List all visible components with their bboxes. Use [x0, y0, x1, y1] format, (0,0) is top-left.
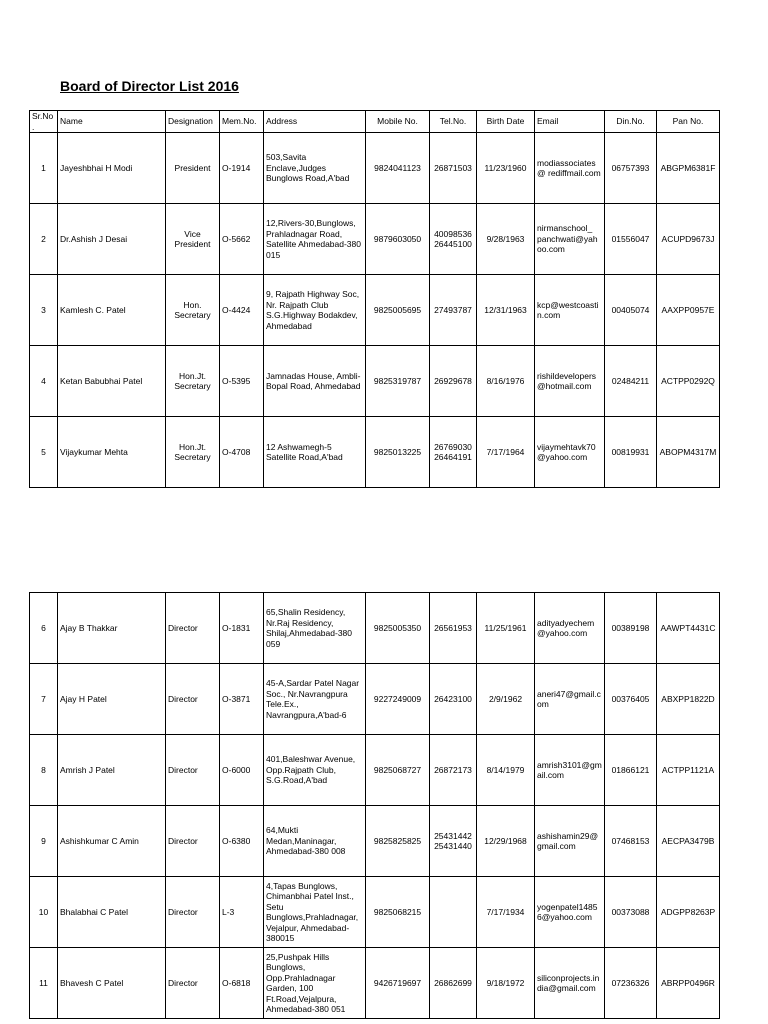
cell-designation: Hon.Jt. Secretary — [166, 346, 220, 417]
cell-mobile: 9825068215 — [366, 877, 430, 948]
cell-tel — [430, 877, 477, 948]
cell-name: Ajay B Thakkar — [58, 593, 166, 664]
cell-din: 00405074 — [605, 275, 657, 346]
cell-pan: ABRPP0496R — [657, 948, 720, 1019]
cell-address: 12 Ashwamegh-5 Satellite Road,A'bad — [264, 417, 366, 488]
cell-mem: O-5395 — [220, 346, 264, 417]
cell-tel: 26862699 — [430, 948, 477, 1019]
cell-address: 25,Pushpak Hills Bunglows, Opp.Prahladnagar Garden, 100 Ft.Road,Vejalpura, Ahmedabad-380 051 — [264, 948, 366, 1019]
cell-email: nirmanschool_ panchwati@yahoo.com — [535, 204, 605, 275]
cell-mobile: 9227249009 — [366, 664, 430, 735]
cell-name: Vijaykumar Mehta — [58, 417, 166, 488]
cell-tel: 26769030 26464191 — [430, 417, 477, 488]
cell-din: 01556047 — [605, 204, 657, 275]
cell-mobile: 9825319787 — [366, 346, 430, 417]
header-pan: Pan No. — [657, 111, 720, 133]
cell-din: 00819931 — [605, 417, 657, 488]
directors-table — [29, 110, 720, 488]
cell-address: 503,Savita Enclave,Judges Bunglows Road,A'bad — [264, 133, 366, 204]
cell-mobile: 9426719697 — [366, 948, 430, 1019]
cell-sr: 4 — [30, 346, 58, 417]
cell-sr: 9 — [30, 806, 58, 877]
cell-sr: 6 — [30, 593, 58, 664]
cell-sr: 8 — [30, 735, 58, 806]
directors-table-continued — [29, 592, 720, 1019]
header-mobile: Mobile No. — [366, 111, 430, 133]
cell-din: 07236326 — [605, 948, 657, 1019]
cell-mem: L-3 — [220, 877, 264, 948]
cell-pan: AAWPT4431C — [657, 593, 720, 664]
cell-name: Kamlesh C. Patel — [58, 275, 166, 346]
cell-email: adityadyechem @yahoo.com — [535, 593, 605, 664]
cell-email: modiassociates @ rediffmail.com — [535, 133, 605, 204]
cell-mobile: 9879603050 — [366, 204, 430, 275]
cell-designation: Director — [166, 735, 220, 806]
cell-name: Dr.Ashish J Desai — [58, 204, 166, 275]
cell-din: 01866121 — [605, 735, 657, 806]
cell-name: Bhalabhai C Patel — [58, 877, 166, 948]
cell-pan: ADGPP8263P — [657, 877, 720, 948]
cell-sr: 5 — [30, 417, 58, 488]
table-row — [30, 275, 720, 346]
cell-pan: ACUPD9673J — [657, 204, 720, 275]
cell-pan: ABOPM4317M — [657, 417, 720, 488]
cell-pan: AECPA3479B — [657, 806, 720, 877]
table-row — [30, 133, 720, 204]
cell-mem: O-6380 — [220, 806, 264, 877]
cell-address: 4,Tapas Bunglows, Chimanbhai Patel Inst., Setu Bunglows,Prahladnagar, Vejalpur, Ahmedabad-380015 — [264, 877, 366, 948]
cell-din: 00376405 — [605, 664, 657, 735]
cell-birth: 12/29/1968 — [477, 806, 535, 877]
cell-name: Amrish J Patel — [58, 735, 166, 806]
cell-tel: 26872173 — [430, 735, 477, 806]
cell-birth: 8/14/1979 — [477, 735, 535, 806]
table-row — [30, 204, 720, 275]
cell-mobile: 9824041123 — [366, 133, 430, 204]
cell-mem: O-3871 — [220, 664, 264, 735]
cell-address: 65,Shalin Residency, Nr.Raj Residency, Shilaj,Ahmedabad-380 059 — [264, 593, 366, 664]
cell-birth: 9/28/1963 — [477, 204, 535, 275]
cell-pan: ABXPP1822D — [657, 664, 720, 735]
cell-din: 00389198 — [605, 593, 657, 664]
cell-din: 02484211 — [605, 346, 657, 417]
cell-name: Ketan Babubhai Patel — [58, 346, 166, 417]
cell-sr: 1 — [30, 133, 58, 204]
cell-birth: 8/16/1976 — [477, 346, 535, 417]
header-address: Address — [264, 111, 366, 133]
cell-pan: AAXPP0957E — [657, 275, 720, 346]
cell-designation: Director — [166, 877, 220, 948]
cell-email: kcp@westcoastin.com — [535, 275, 605, 346]
cell-name: Jayeshbhai H Modi — [58, 133, 166, 204]
cell-designation: Hon.Jt. Secretary — [166, 417, 220, 488]
cell-tel: 26871503 — [430, 133, 477, 204]
cell-tel: 26929678 — [430, 346, 477, 417]
cell-sr: 3 — [30, 275, 58, 346]
cell-birth: 2/9/1962 — [477, 664, 535, 735]
cell-address: 401,Baleshwar Avenue, Opp.Rajpath Club, S.G.Road,A'bad — [264, 735, 366, 806]
table-row — [30, 806, 720, 877]
cell-birth: 7/17/1934 — [477, 877, 535, 948]
header-tel: Tel.No. — [430, 111, 477, 133]
header-name: Name — [58, 111, 166, 133]
cell-mem: O-6818 — [220, 948, 264, 1019]
cell-mem: O-4424 — [220, 275, 264, 346]
cell-email: aneri47@gmail.com — [535, 664, 605, 735]
cell-tel: 27493787 — [430, 275, 477, 346]
cell-address: 45-A,Sardar Patel Nagar Soc., Nr.Navrangpura Tele.Ex., Navrangpura,A'bad-6 — [264, 664, 366, 735]
header-designation: Designation — [166, 111, 220, 133]
table-row — [30, 735, 720, 806]
cell-tel: 26561953 — [430, 593, 477, 664]
cell-designation: Vice President — [166, 204, 220, 275]
cell-tel: 40098536 26445100 — [430, 204, 477, 275]
cell-sr: 10 — [30, 877, 58, 948]
cell-mobile: 9825013225 — [366, 417, 430, 488]
cell-mem: O-1914 — [220, 133, 264, 204]
cell-address: 12,Rivers-30,Bunglows, Prahladnagar Road, Satellite Ahmedabad-380 015 — [264, 204, 366, 275]
table-row — [30, 664, 720, 735]
cell-birth: 11/23/1960 — [477, 133, 535, 204]
cell-name: Ajay H Patel — [58, 664, 166, 735]
cell-address: 9, Rajpath Highway Soc, Nr. Rajpath Club S.G.Highway Bodakdev, Ahmedabad — [264, 275, 366, 346]
header-mem: Mem.No. — [220, 111, 264, 133]
cell-sr: 2 — [30, 204, 58, 275]
header-row — [30, 111, 720, 133]
header-din: Din.No. — [605, 111, 657, 133]
cell-birth: 9/18/1972 — [477, 948, 535, 1019]
cell-designation: Director — [166, 948, 220, 1019]
cell-mobile: 9825005695 — [366, 275, 430, 346]
cell-din: 06757393 — [605, 133, 657, 204]
cell-email: yogenpatel14856@yahoo.com — [535, 877, 605, 948]
cell-designation: Director — [166, 593, 220, 664]
cell-name: Bhavesh C Patel — [58, 948, 166, 1019]
cell-mem: O-6000 — [220, 735, 264, 806]
cell-mem: O-4708 — [220, 417, 264, 488]
table-row — [30, 948, 720, 1019]
cell-sr: 7 — [30, 664, 58, 735]
cell-tel: 26423100 — [430, 664, 477, 735]
cell-address: 64,Mukti Medan,Maninagar, Ahmedabad-380 008 — [264, 806, 366, 877]
cell-email: ashishamin29@gmail.com — [535, 806, 605, 877]
cell-email: rishildevelopers @hotmail.com — [535, 346, 605, 417]
cell-mem: O-1831 — [220, 593, 264, 664]
cell-email: amrish3101@gmail.com — [535, 735, 605, 806]
cell-din: 00373088 — [605, 877, 657, 948]
cell-pan: ACTPP1121A — [657, 735, 720, 806]
table-row — [30, 417, 720, 488]
header-email: Email — [535, 111, 605, 133]
cell-mobile: 9825005350 — [366, 593, 430, 664]
cell-designation: President — [166, 133, 220, 204]
cell-sr: 11 — [30, 948, 58, 1019]
cell-pan: ACTPP0292Q — [657, 346, 720, 417]
cell-designation: Hon. Secretary — [166, 275, 220, 346]
table-row — [30, 877, 720, 948]
cell-email: vijaymehtavk70 @yahoo.com — [535, 417, 605, 488]
cell-address: Jamnadas House, Ambli-Bopal Road, Ahmedabad — [264, 346, 366, 417]
header-birth: Birth Date — [477, 111, 535, 133]
cell-tel: 25431442 25431440 — [430, 806, 477, 877]
cell-birth: 11/25/1961 — [477, 593, 535, 664]
cell-birth: 7/17/1964 — [477, 417, 535, 488]
cell-mobile: 9825068727 — [366, 735, 430, 806]
cell-din: 07468153 — [605, 806, 657, 877]
cell-mem: O-5662 — [220, 204, 264, 275]
page-title: Board of Director List 2016 — [60, 78, 239, 94]
header-sr: Sr.No. — [30, 111, 58, 133]
cell-designation: Director — [166, 664, 220, 735]
table-row — [30, 346, 720, 417]
cell-designation: Director — [166, 806, 220, 877]
cell-birth: 12/31/1963 — [477, 275, 535, 346]
cell-mobile: 9825825825 — [366, 806, 430, 877]
cell-name: Ashishkumar C Amin — [58, 806, 166, 877]
cell-pan: ABGPM6381F — [657, 133, 720, 204]
cell-email: siliconprojects.india@gmail.com — [535, 948, 605, 1019]
table-row — [30, 593, 720, 664]
